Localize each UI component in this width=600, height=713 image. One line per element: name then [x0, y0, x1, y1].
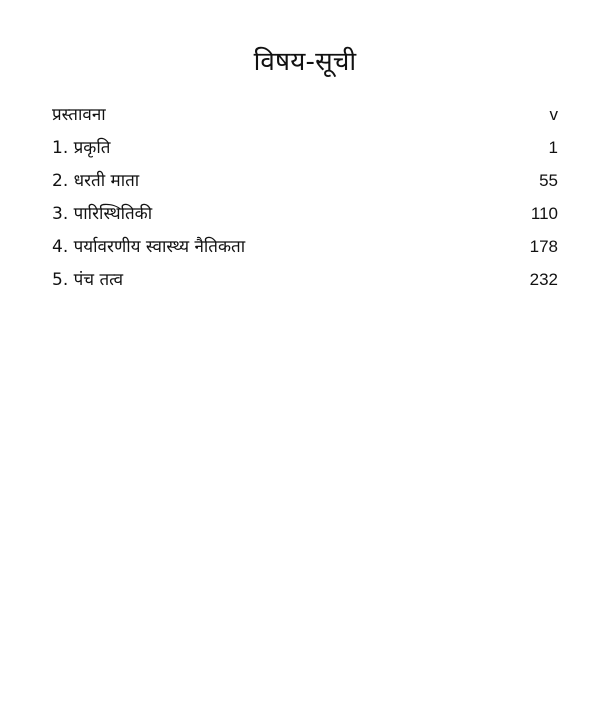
toc-entry-page-number: 1	[548, 138, 558, 157]
page-title: विषय-सूची	[253, 47, 357, 77]
table-of-contents	[52, 101, 558, 299]
toc-entry-chapter-5	[52, 266, 558, 299]
toc-entry-label: 3. पारिस्थितिकी	[52, 204, 153, 224]
toc-entry-page-number: v	[549, 105, 558, 124]
toc-entry-label: प्रस्तावना	[52, 105, 106, 125]
toc-entry-page-number: 232	[529, 270, 558, 289]
toc-entry-chapter-1	[52, 134, 558, 167]
toc-entry-chapter-2	[52, 167, 558, 200]
toc-entry-page-number: 178	[529, 237, 558, 256]
toc-entry-chapter-3	[52, 200, 558, 233]
toc-entry-label: 5. पंच तत्व	[52, 270, 124, 290]
toc-entry-page-number: 55	[539, 171, 558, 190]
toc-entry-chapter-4	[52, 233, 558, 266]
toc-entry-preface	[52, 101, 558, 134]
toc-entry-label: 4. पर्यावरणीय स्वास्थ्य नैतिकता	[52, 237, 246, 257]
toc-entry-label: 1. प्रकृति	[52, 138, 111, 158]
toc-entry-page-number: 110	[530, 204, 558, 223]
toc-entry-label: 2. धरती माता	[52, 171, 140, 191]
